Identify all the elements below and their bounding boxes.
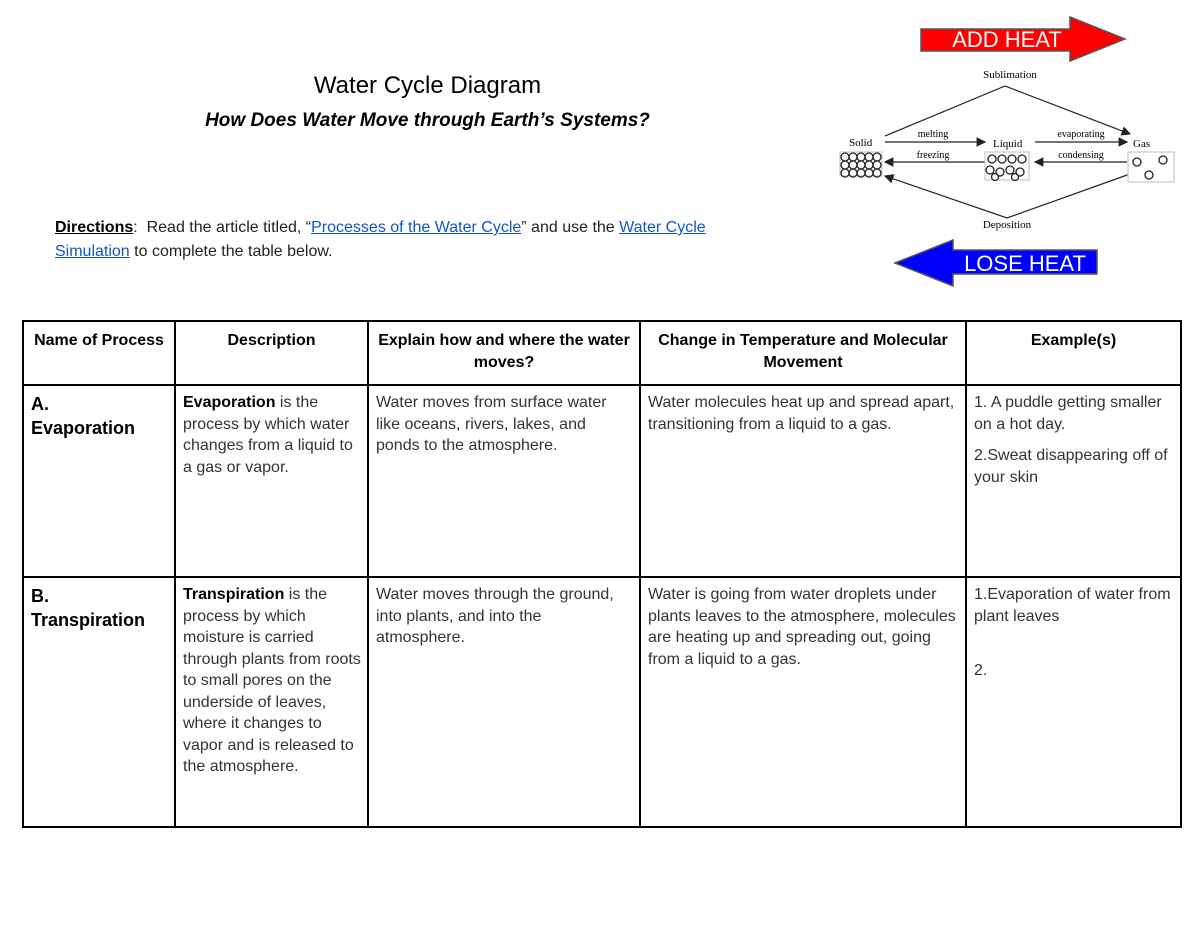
description-term: Evaporation [183, 394, 276, 411]
description-cell [175, 577, 368, 827]
process-name: Evaporation [31, 418, 136, 438]
process-name-cell [23, 385, 175, 577]
example-item: 1. A puddle getting smaller on a hot day. [974, 394, 1162, 433]
header-water-moves: Explain how and where the water moves? [368, 321, 640, 385]
header-examples: Example(s) [966, 321, 1181, 385]
table-row [23, 385, 1181, 577]
simulation-link-continued[interactable]: Simulation [55, 243, 130, 260]
liquid-molecules [985, 152, 1029, 181]
header-temperature-change: Change in Temperature and Molecular Movement [640, 321, 966, 385]
water-moves-cell: Water moves through the ground, into plants, and into the atmosphere. [368, 577, 640, 827]
example-item: 2. [974, 662, 988, 679]
freezing-label: freezing [916, 150, 950, 161]
sublimation-label: Sublimation [983, 69, 1037, 81]
example-item: 2.Sweat disappearing off of your skin [974, 447, 1168, 486]
directions-text-2: ” and use the [521, 219, 620, 236]
description-term: Transpiration [183, 586, 285, 603]
directions-colon: : [133, 219, 138, 236]
header-name-of-process: Name of Process [23, 321, 175, 385]
article-link[interactable]: Processes of the Water Cycle [311, 219, 522, 236]
lose-heat-arrow [895, 240, 1097, 286]
description-cell [175, 385, 368, 577]
examples-cell [966, 577, 1181, 827]
states-of-matter-diagram [835, 14, 1195, 294]
lose-heat-label: LOSE HEAT [964, 251, 1086, 276]
process-letter: A. [31, 394, 49, 414]
melting-label: melting [917, 129, 949, 140]
process-name-cell [23, 577, 175, 827]
description-text: is the process by which moisture is carried through plants from roots to small pores on the underside of leaves, where it changes to vapor and is released to the atmosphere. [183, 586, 361, 775]
description-text: is the process by which water changes from a liquid to a gas or vapor. [183, 394, 353, 476]
directions-label: Directions [55, 219, 134, 236]
deposition-label: Deposition [982, 219, 1032, 231]
gas-molecules [1128, 152, 1174, 182]
simulation-link[interactable]: Water Cycle [619, 219, 706, 236]
gas-label: Gas [1133, 138, 1151, 150]
water-moves-cell: Water moves from surface water like oceans, rivers, lakes, and ponds to the atmosphere. [368, 385, 640, 577]
page-title: Water Cycle Diagram [313, 72, 542, 99]
examples-cell [966, 385, 1181, 577]
header-description: Description [175, 321, 368, 385]
process-table [22, 320, 1182, 828]
directions-text-1: Read the article titled, “ [137, 219, 312, 236]
solid-label: Solid [849, 137, 873, 149]
condensing-label: condensing [1058, 150, 1104, 161]
directions-paragraph [55, 216, 835, 264]
add-heat-arrow [921, 17, 1125, 61]
add-heat-label: ADD HEAT [952, 27, 1062, 52]
directions-text-3: to complete the table below. [129, 243, 333, 260]
temperature-change-cell: Water is going from water droplets under plants leaves to the atmosphere, molecules are heating up and spreading out, going from a liquid to a gas. [640, 577, 966, 827]
page-subtitle: How Does Water Move through Earth’s Systems? [205, 110, 650, 131]
liquid-label: Liquid [993, 138, 1023, 150]
process-letter: B. [31, 586, 49, 606]
table-row [23, 577, 1181, 827]
example-item: 1.Evaporation of water from plant leaves [974, 586, 1171, 625]
temperature-change-cell: Water molecules heat up and spread apart, transitioning from a liquid to a gas. [640, 385, 966, 577]
table-header-row [23, 321, 1181, 385]
evaporating-label: evaporating [1057, 129, 1105, 140]
process-name: Transpiration [31, 610, 146, 630]
solid-molecules [840, 152, 882, 177]
